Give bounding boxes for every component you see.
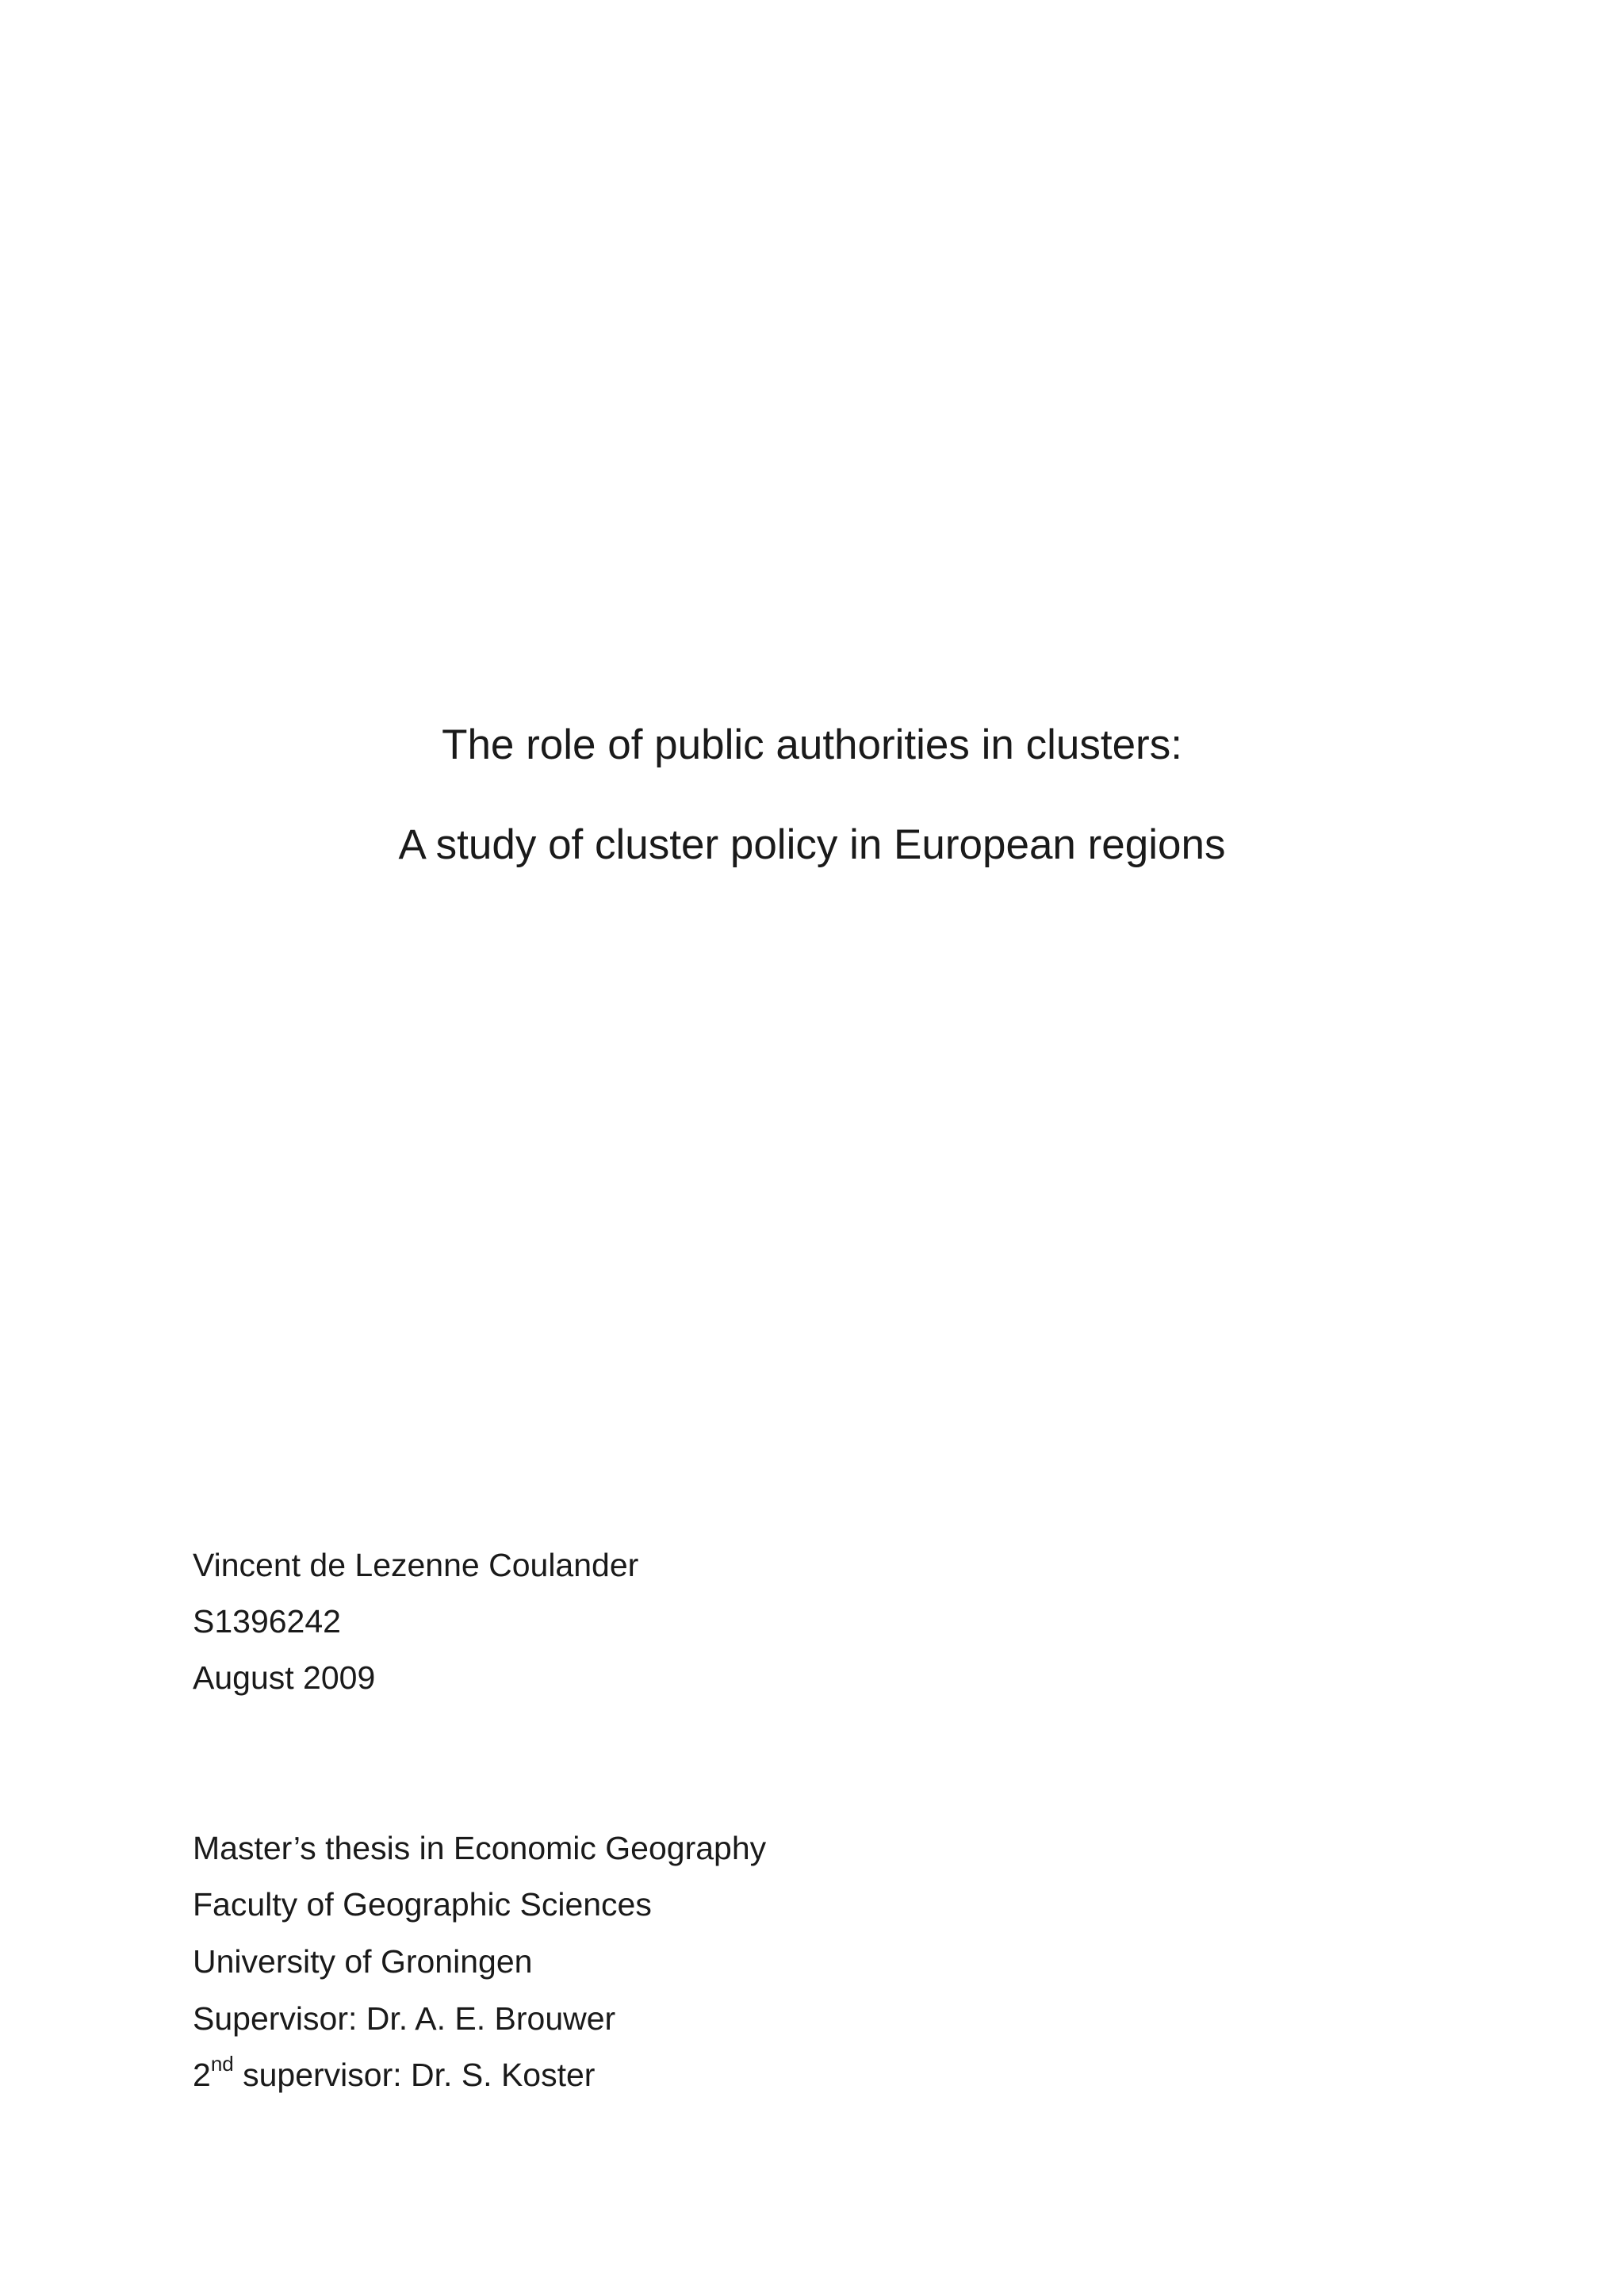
submission-date: August 2009: [193, 1659, 376, 1696]
title-line-2: A study of cluster policy in European regions: [398, 821, 1226, 868]
second-supervisor: [193, 2054, 595, 2095]
faculty-name: Faculty of Geographic Sciences: [193, 1886, 652, 1923]
author-name: Vincent de Lezenne Coulander: [193, 1547, 639, 1583]
student-number: S1396242: [193, 1603, 341, 1640]
second-supervisor-ordinal: nd: [210, 2052, 234, 2076]
second-supervisor-prefix: 2: [193, 2057, 211, 2093]
thesis-program: Master’s thesis in Economic Geography: [193, 1830, 767, 1866]
university-name: University of Groningen: [193, 1943, 533, 1980]
supervisor: Supervisor: Dr. A. E. Brouwer: [193, 2000, 616, 2037]
title-line-1: The role of public authorities in clusters:: [442, 721, 1182, 768]
second-supervisor-text: supervisor: Dr. S. Koster: [233, 2057, 596, 2093]
